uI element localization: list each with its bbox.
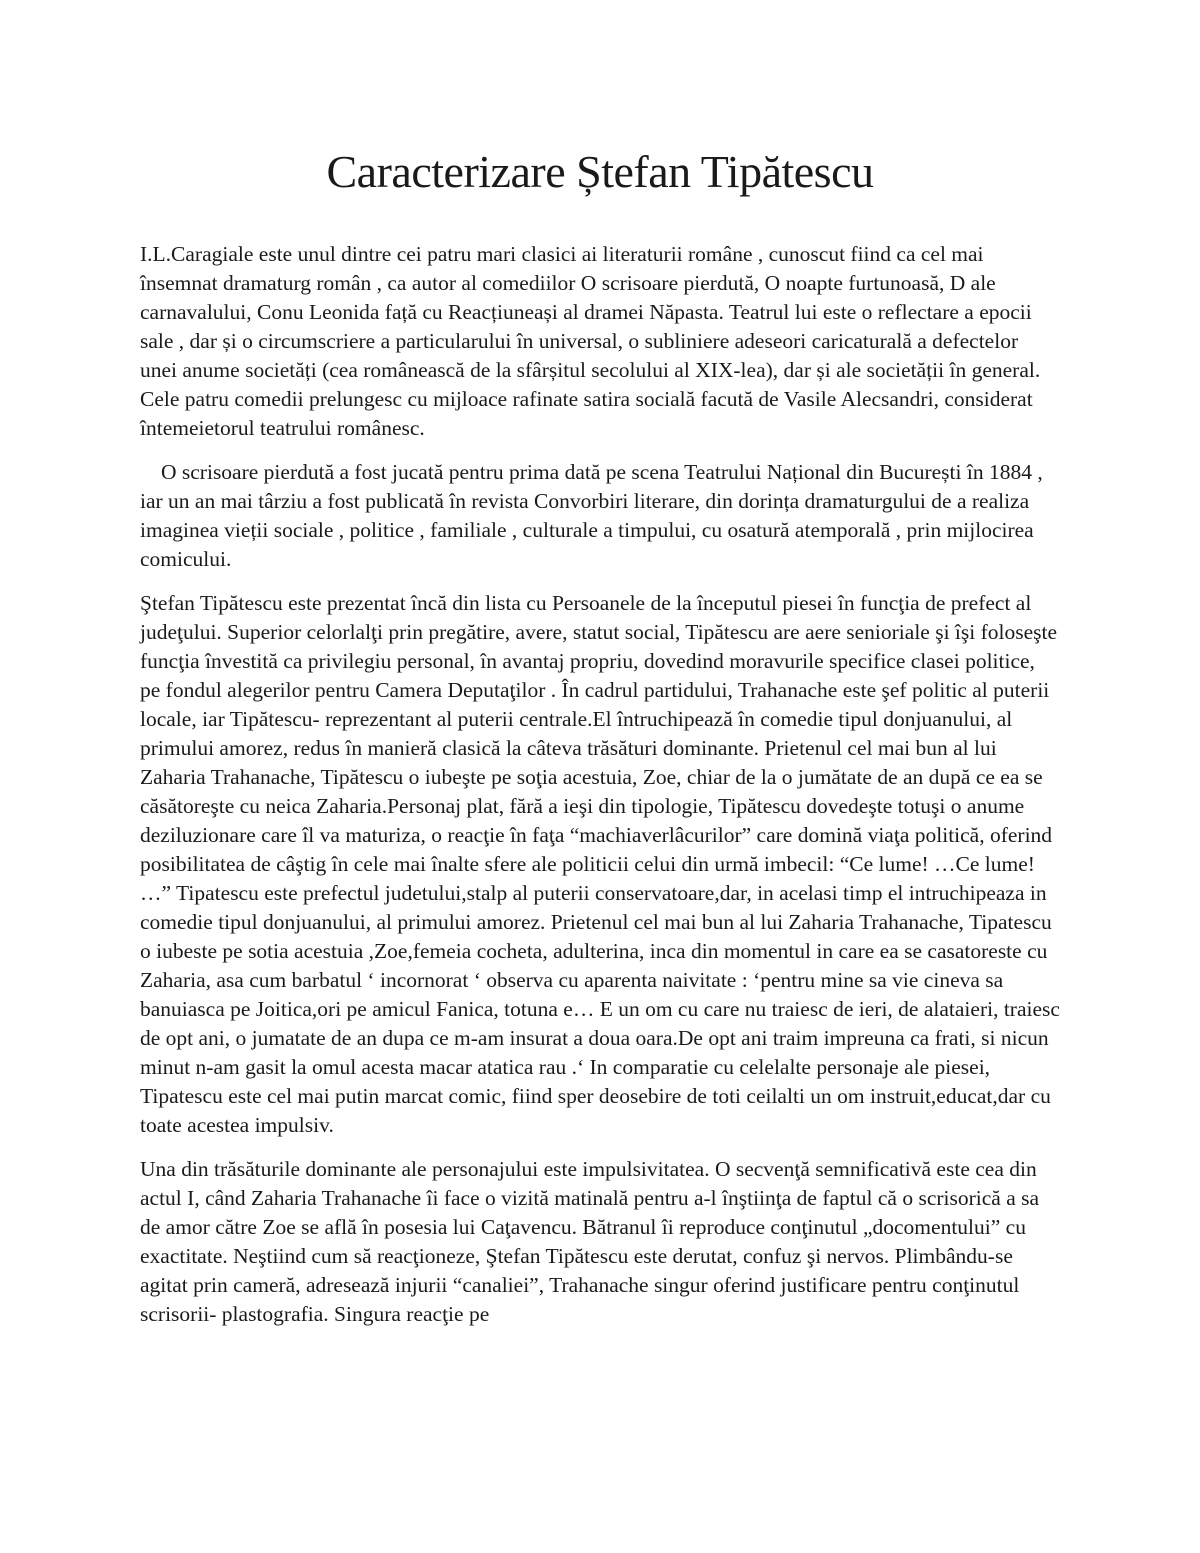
paragraph-intro: I.L.Caragiale este unul dintre cei patru mari clasici ai literaturii române , cunoscut fiind ca cel mai însemnat dramaturg român , ca autor al comediilor O scrisoare pierdută, O noapte furtunoasă, D ale carnavalului, Conu Leonida față cu Reacțiuneași al dramei Năpasta. Teatrul lui este o reflectare a epocii sale , dar și o circumscriere a particularului în universal, o subliniere adeseori caricaturală a defectelor unei anume societăți (cea românească de la sfârșitul secolului al XIX-lea), dar și ale societății în general. Cele patru comedii prelungesc cu mijloace rafinate satira socială facută de Vasile Alecsandri, considerat întemeietorul teatrului românesc. [140, 242, 1041, 440]
document-body [140, 240, 1060, 1344]
paragraph-premiere: O scrisoare pierdută a fost jucată pentru prima dată pe scena Teatrului Național din București în 1884 , iar un an mai târziu a fost publicată în revista Convorbiri literare, din dorința dramaturgului de a realiza imaginea vieții sociale , politice , familiale , culturale a timpului, cu osatură atemporală , prin mijlocirea comicului. [140, 460, 1043, 571]
document-title: Caracterizare Ștefan Tipătescu [326, 146, 874, 197]
paragraph-impulsiveness: Una din trăsăturile dominante ale personajului este impulsivitatea. O secvenţă semnificativă este cea din actul I, când Zaharia Trahanache îi face o vizită matinală pentru a-l înştiinţa de faptul că o scrisorică a sa de amor către Zoe se află în posesia lui Caţavencu. Bătranul îi reproduce conţinutul „docomentului” cu exactitate. Neştiind cum să reacţioneze, Ştefan Tipătescu este derutat, confuz şi nervos. Plimbându-se agitat prin cameră, adresează injurii “canaliei”, Trahanache singur oferind justificare pentru conţinutul scrisorii- plastografia. Singura reacţie pe [140, 1157, 1040, 1326]
paragraph-character-presentation: Ştefan Tipătescu este prezentat încă din lista cu Persoanele de la începutul piesei în funcţia de prefect al judeţului. Superior celorlalţi prin pregătire, avere, statut social, Tipătescu are aere senioriale şi îşi foloseşte funcţia învestită ca privilegiu personal, în avantaj propriu, dovedind moravurile specifice clasei politice, pe fondul alegerilor pentru Camera Deputaţilor . În cadrul partidului, Trahanache este şef politic al puterii locale, iar Tipătescu- reprezentant al puterii centrale.El întruchipează în comedie tipul donjuanului, al primului amorez, redus în manieră clasică la câteva trăsături dominante. Prietenul cel mai bun al lui Zaharia Trahanache, Tipătescu o iubeşte pe soţia acestuia, Zoe, chiar de la o jumătate de an după ce ea se căsătoreşte cu neica Zaharia.Personaj plat, fără a ieşi din tipologie, Tipătescu dovedeşte totuşi o anume deziluzionare care îl va maturiza, o reacţie în faţa “machiaverlâcurilor” care domină viaţa politică, oferind posibilitatea de câştig în cele mai înalte sfere ale politicii celui din urmă imbecil: “Ce lume! …Ce lume! …” Tipatescu este prefectul judetului,stalp al puterii conservatoare,dar, in acelasi timp el intruchipeaza in comedie tipul donjuanului, al primului amorez. Prietenul cel mai bun al lui Zaharia Trahanache, Tipatescu o iubeste pe sotia acestuia ,Zoe,femeia cocheta, adulterina, inca din momentul in care ea se casatoreste cu Zaharia, asa cum barbatul ‘ incornorat ‘ observa cu aparenta naivitate : ‘pentru mine sa vie cineva sa banuiasca pe Joitica,ori pe amicul Fanica, totuna e… E un om cu care nu traiesc de ieri, de alataieri, traiesc de opt ani, o jumatate de an dupa ce m-am insurat a doua oara.De opt ani traim impreuna ca frati, si nicun minut n-am gasit la omul acesta macar atatica rau .‘ In comparatie cu celelalte personaje ale piesei, Tipatescu este cel mai putin marcat comic, fiind sper deosebire de toti ceilalti un om instruit,educat,dar cu toate acestea impulsiv. [140, 591, 1060, 1137]
